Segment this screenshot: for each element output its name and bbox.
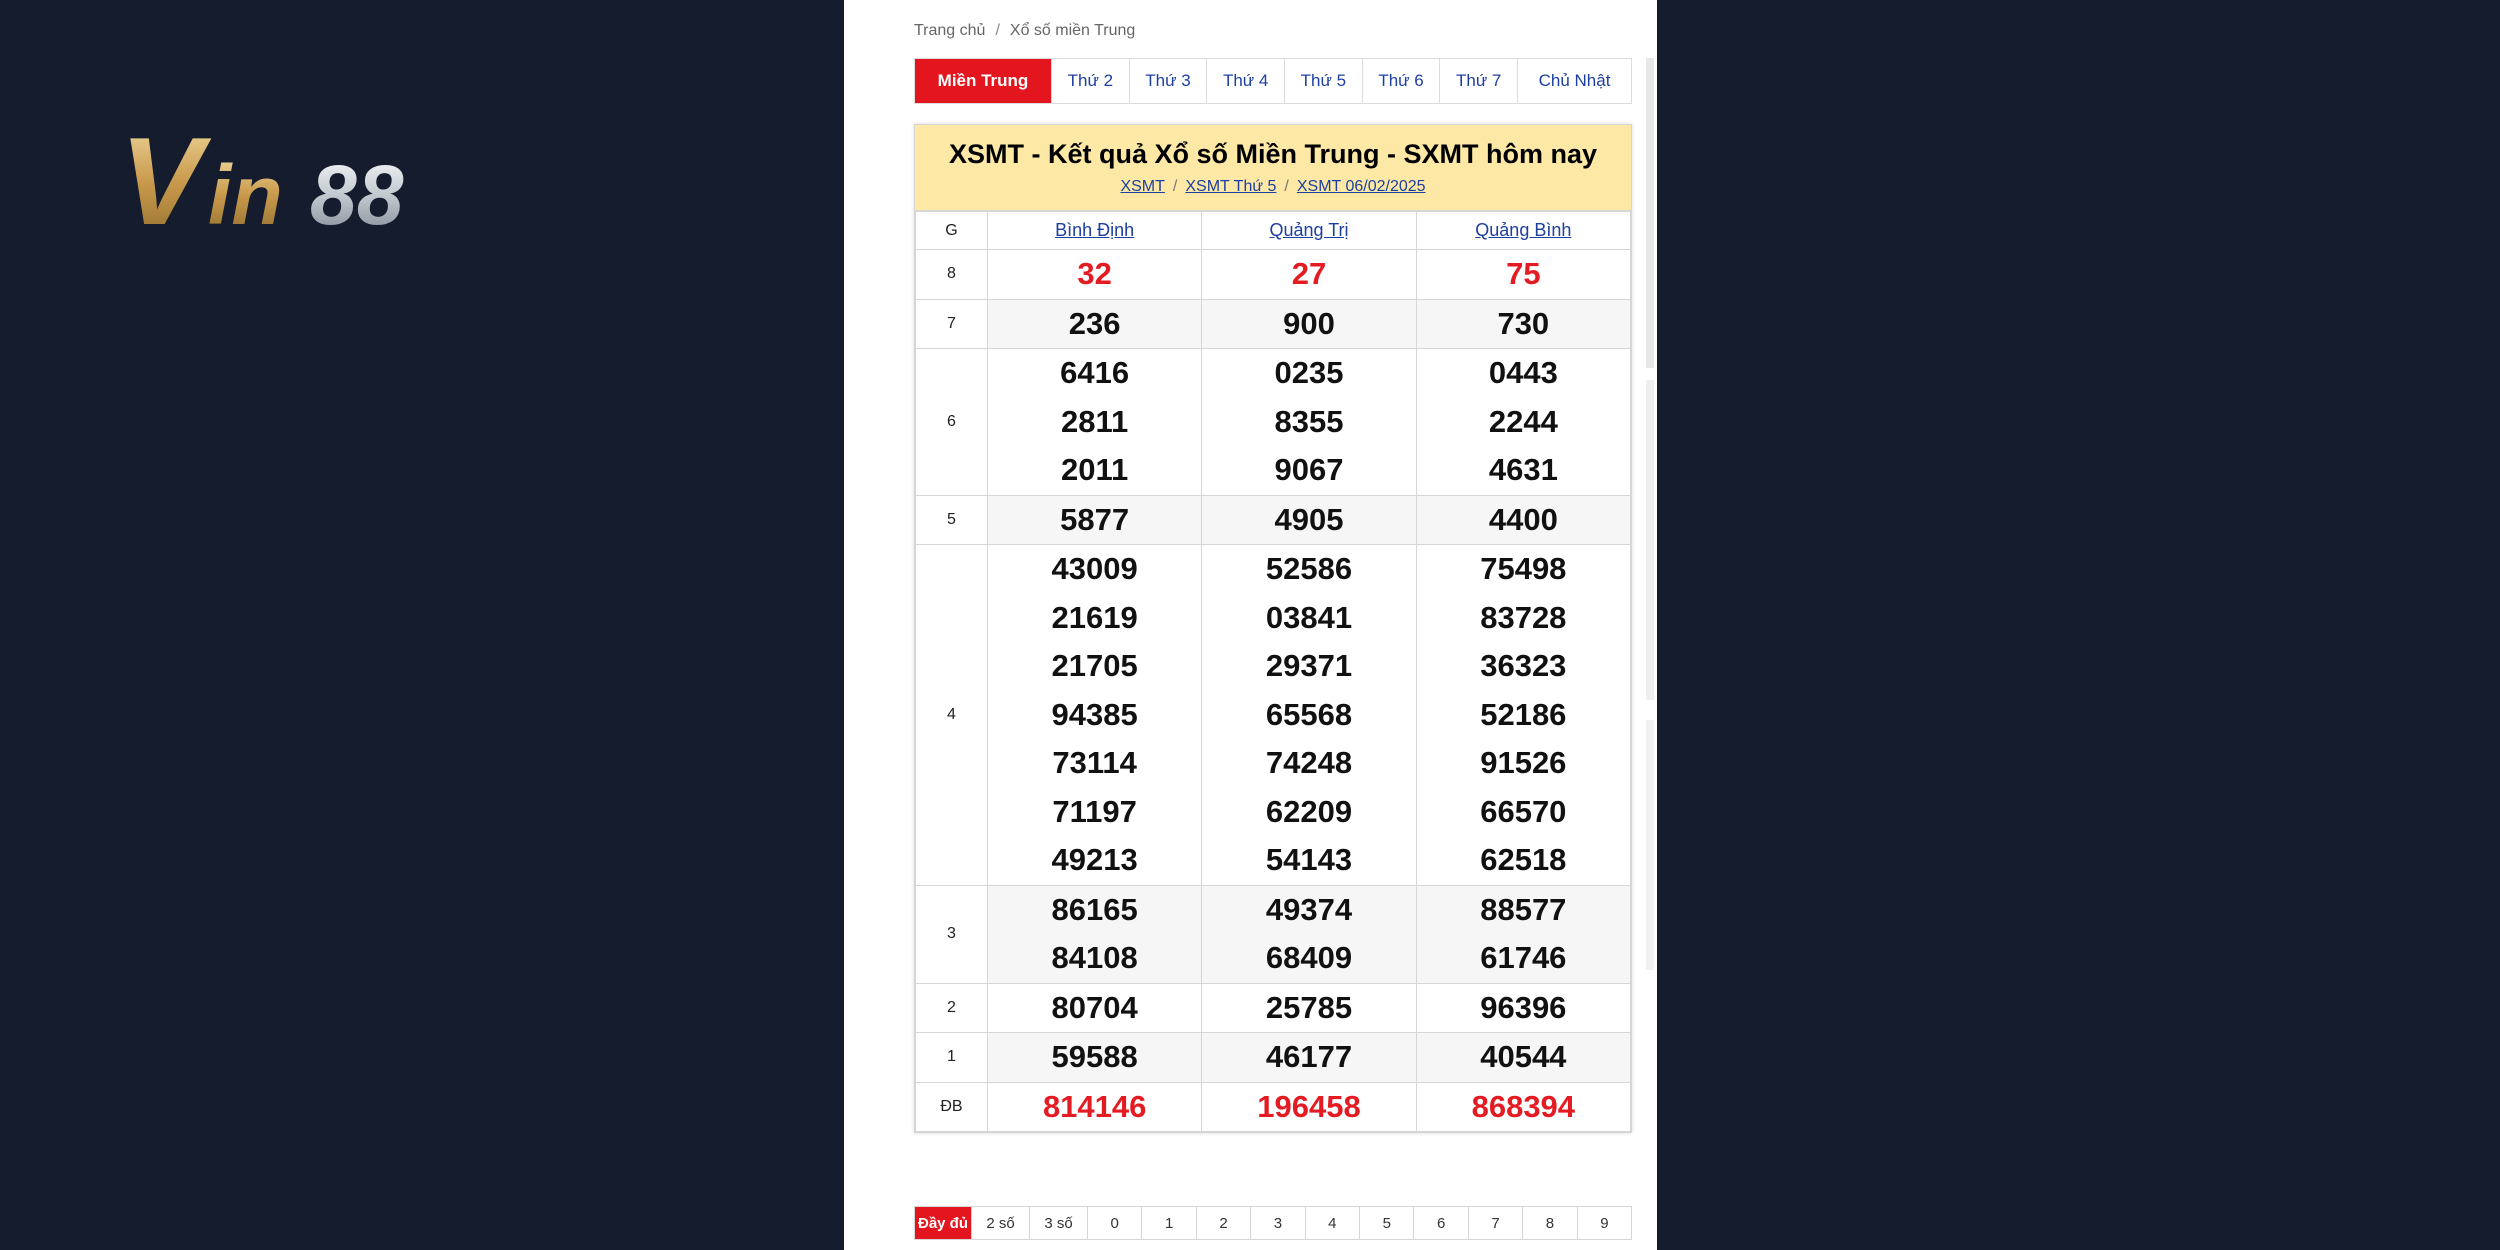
day-tabs <box>914 58 1632 104</box>
province-link[interactable]: Quảng Trị <box>1269 220 1349 240</box>
page-panel <box>844 0 1657 1250</box>
prize-row <box>916 349 1631 496</box>
side-edge <box>1646 380 1654 700</box>
province-link[interactable]: Bình Định <box>1055 220 1135 240</box>
result-number: 88577 <box>1480 891 1567 927</box>
filter-digit-button[interactable]: 0 <box>1087 1207 1141 1239</box>
result-number: 74248 <box>1265 745 1353 780</box>
tab-thu-3[interactable]: Thứ 3 <box>1129 59 1207 103</box>
province-result-cell <box>1416 1033 1630 1083</box>
result-number: 71197 <box>1052 793 1137 829</box>
province-result-cell <box>1202 1033 1416 1083</box>
highlight-number: 814146 <box>1042 1088 1147 1124</box>
result-number: 900 <box>1283 305 1335 341</box>
filter-digit-button[interactable]: 9 <box>1577 1207 1631 1239</box>
filter-digit-button[interactable]: 1 <box>1141 1207 1195 1239</box>
result-number: 52586 <box>1265 551 1353 586</box>
prize-row <box>916 250 1631 300</box>
result-number: 54143 <box>1265 842 1353 877</box>
province-header <box>1416 212 1630 250</box>
prize-row <box>916 1082 1631 1132</box>
side-edge <box>1646 58 1654 368</box>
prize-label: 8 <box>916 250 988 300</box>
tab-thu-2[interactable]: Thứ 2 <box>1051 59 1129 103</box>
prize-row <box>916 983 1631 1033</box>
link-xsmt-thu-5[interactable]: XSMT Thứ 5 <box>1185 178 1277 195</box>
prize-label: 1 <box>916 1033 988 1083</box>
province-result-cell <box>988 250 1202 300</box>
province-result-cell <box>988 349 1202 496</box>
province-result-cell <box>1416 885 1630 983</box>
prize-row <box>916 299 1631 349</box>
province-result-cell <box>1202 250 1416 300</box>
prize-label: 5 <box>916 495 988 545</box>
province-result-cell <box>988 1082 1202 1132</box>
result-number: 29371 <box>1265 648 1353 683</box>
prize-label: 6 <box>916 349 988 496</box>
digit-filter-bar <box>914 1206 1632 1240</box>
filter-digit-button[interactable]: 4 <box>1305 1207 1359 1239</box>
province-result-cell <box>1202 545 1416 886</box>
result-number: 0235 <box>1274 355 1344 390</box>
province-result-cell <box>988 1033 1202 1083</box>
province-header <box>1202 212 1416 250</box>
result-number: 730 <box>1497 305 1550 341</box>
result-number: 6416 <box>1060 355 1130 390</box>
tab-thu-4[interactable]: Thứ 4 <box>1206 59 1284 103</box>
filter-digit-button[interactable]: 6 <box>1413 1207 1467 1239</box>
tab-thu-7[interactable]: Thứ 7 <box>1439 59 1517 103</box>
result-number: 5877 <box>1060 501 1130 537</box>
result-number: 96396 <box>1480 989 1567 1025</box>
province-result-cell <box>1416 545 1630 886</box>
breadcrumb-home[interactable]: Trang chủ <box>914 22 986 39</box>
link-xsmt-date[interactable]: XSMT 06/02/2025 <box>1296 178 1426 195</box>
result-number: 49213 <box>1051 842 1138 877</box>
link-xsmt[interactable]: XSMT <box>1120 178 1165 195</box>
result-title: XSMT - Kết quả Xổ số Miền Trung - SXMT hôm nay <box>948 139 1598 169</box>
province-result-cell <box>1416 299 1630 349</box>
filter-digit-button[interactable]: 2 <box>1196 1207 1250 1239</box>
result-number: 4905 <box>1274 501 1344 537</box>
highlight-number: 32 <box>1077 256 1112 291</box>
filter-full-button[interactable]: Đầy đủ <box>915 1207 971 1239</box>
prize-column-header: G <box>916 212 988 250</box>
result-number: 52186 <box>1480 696 1567 732</box>
result-number: 46177 <box>1265 1039 1353 1074</box>
province-result-cell <box>1202 299 1416 349</box>
tab-thu-5[interactable]: Thứ 5 <box>1284 59 1362 103</box>
result-number: 43009 <box>1051 551 1138 586</box>
province-result-cell <box>988 495 1202 545</box>
province-result-cell <box>1202 349 1416 496</box>
prize-row <box>916 495 1631 545</box>
result-number: 73114 <box>1052 745 1137 780</box>
filter-digit-button[interactable]: 8 <box>1522 1207 1576 1239</box>
vin88-logo <box>120 112 490 242</box>
prize-label: 7 <box>916 299 988 349</box>
result-number: 9067 <box>1274 452 1344 487</box>
province-result-cell <box>1416 983 1630 1033</box>
province-result-cell <box>1416 250 1630 300</box>
province-result-cell <box>1202 1082 1416 1132</box>
result-number: 21619 <box>1051 599 1138 635</box>
result-number: 62518 <box>1480 842 1567 877</box>
result-number: 66570 <box>1480 793 1567 829</box>
tab-chu-nhat[interactable]: Chủ Nhật <box>1517 59 1631 103</box>
result-number: 49374 <box>1265 891 1353 927</box>
result-number: 236 <box>1068 305 1121 341</box>
result-number: 91526 <box>1480 745 1567 780</box>
prize-label: 4 <box>916 545 988 886</box>
filter-3-digit-button[interactable]: 3 số <box>1029 1207 1087 1239</box>
result-number: 40544 <box>1480 1039 1567 1074</box>
result-header <box>915 125 1631 211</box>
highlight-number: 27 <box>1291 256 1327 291</box>
province-result-cell <box>988 299 1202 349</box>
highlight-number: 868394 <box>1471 1088 1576 1124</box>
side-edge <box>1646 720 1654 970</box>
province-result-cell <box>1416 1082 1630 1132</box>
result-number: 2011 <box>1061 452 1129 487</box>
highlight-number: 196458 <box>1257 1088 1361 1124</box>
result-number: 0443 <box>1488 355 1558 390</box>
result-breadcrumb: XSMT / XSMT Thứ 5 / XSMT 06/02/2025 <box>1120 178 1426 195</box>
result-number: 03841 <box>1265 599 1353 635</box>
province-header <box>988 212 1202 250</box>
result-number: 4631 <box>1488 452 1558 487</box>
result-number: 94385 <box>1051 696 1138 732</box>
result-number: 84108 <box>1051 940 1138 975</box>
svg-text:in: in <box>208 148 283 242</box>
result-number: 59588 <box>1051 1039 1138 1074</box>
result-number: 83728 <box>1480 599 1567 635</box>
province-result-cell <box>1202 495 1416 545</box>
result-number: 2811 <box>1061 403 1129 439</box>
result-number: 61746 <box>1480 940 1567 975</box>
svg-text:88: 88 <box>310 148 404 242</box>
prize-label: 3 <box>916 885 988 983</box>
tab-mien-trung[interactable]: Miền Trung <box>915 59 1051 103</box>
filter-digit-button[interactable]: 3 <box>1250 1207 1304 1239</box>
svg-text:V: V <box>120 113 203 242</box>
province-link[interactable]: Quảng Bình <box>1475 220 1572 240</box>
breadcrumb-current: Xổ số miền Trung <box>1009 22 1136 39</box>
filter-digit-button[interactable]: 5 <box>1359 1207 1413 1239</box>
result-number: 62209 <box>1265 793 1353 829</box>
province-result-cell <box>1202 983 1416 1033</box>
result-number: 36323 <box>1480 648 1567 683</box>
filter-digit-button[interactable]: 7 <box>1468 1207 1522 1239</box>
prize-label: 2 <box>916 983 988 1033</box>
highlight-number: 75 <box>1506 256 1541 291</box>
result-number: 25785 <box>1265 989 1353 1025</box>
prize-row <box>916 1033 1631 1083</box>
tab-thu-6[interactable]: Thứ 6 <box>1362 59 1440 103</box>
breadcrumb: Trang chủ / Xổ số miền Trung <box>914 22 1136 39</box>
filter-2-digit-button[interactable]: 2 số <box>971 1207 1029 1239</box>
result-number: 21705 <box>1051 648 1138 683</box>
result-number: 80704 <box>1051 989 1138 1025</box>
result-number: 86165 <box>1051 891 1138 927</box>
province-result-cell <box>988 885 1202 983</box>
result-number: 75498 <box>1480 551 1567 586</box>
province-result-cell <box>988 983 1202 1033</box>
result-box <box>914 124 1632 1133</box>
prize-label: ĐB <box>916 1082 988 1132</box>
province-result-cell <box>1416 495 1630 545</box>
province-result-cell <box>1416 349 1630 496</box>
result-number: 65568 <box>1265 696 1353 732</box>
result-number: 8355 <box>1274 403 1344 439</box>
province-result-cell <box>1202 885 1416 983</box>
result-table <box>915 211 1631 1132</box>
result-number: 2244 <box>1488 403 1558 439</box>
result-number: 4400 <box>1488 501 1558 537</box>
prize-row <box>916 885 1631 983</box>
prize-row <box>916 545 1631 886</box>
province-result-cell <box>988 545 1202 886</box>
result-number: 68409 <box>1265 940 1353 975</box>
